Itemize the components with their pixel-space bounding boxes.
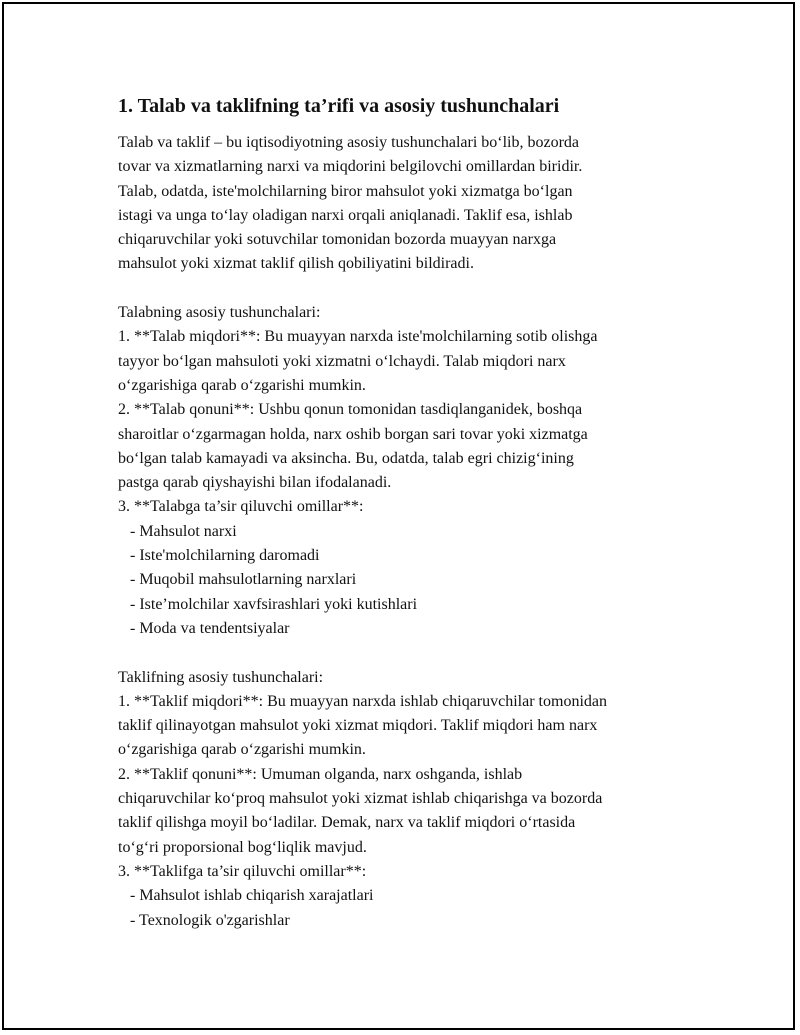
paragraph-gap — [118, 641, 698, 665]
demand-text-line: o‘zgarishiga qarab o‘zgarishi mumkin. — [118, 376, 366, 394]
intro-text-line: mahsulot yoki xizmat taklif qilish qobiliyatini bildiradi. — [118, 255, 474, 273]
supply-text-line: taklif qilinayotgan mahsulot yoki xizmat miqdori. Taklif miqdori ham narx — [118, 717, 598, 735]
demand-text-line: - Iste’molchilar xavfsirashlari yoki kutishlari — [118, 595, 418, 613]
supply-text-line: - Texnologik o'zgarishlar — [118, 911, 290, 929]
supply-text-line: 1. **Taklif miqdori**: Bu muayyan narxda ishlab chiqaruvchilar tomonidan — [118, 692, 607, 710]
document-body — [118, 92, 698, 933]
supply-concepts-section — [118, 666, 698, 933]
demand-text-line: sharoitlar o‘zgarmagan holda, narx oshib borgan sari tovar yoki xizmatga — [118, 425, 588, 443]
demand-text-line: - Mahsulot narxi — [118, 522, 237, 540]
supply-text-line: 3. **Taklifga ta’sir qiluvchi omillar**: — [118, 862, 367, 880]
intro-text-line: Talab va taklif – bu iqtisodiyotning asosiy tushunchalari bo‘lib, bozorda — [118, 134, 580, 151]
intro-text-line: istagi va unga to‘lay oladigan narxi orqali aniqlanadi. Taklif esa, ishlab — [118, 206, 573, 224]
supply-text-line: o‘zgarishiga qarab o‘zgarishi mumkin. — [118, 741, 366, 759]
demand-concepts-section — [118, 301, 698, 641]
demand-text-line: 2. **Talab qonuni**: Ushbu qonun tomonidan tasdiqlanganidek, boshqa — [118, 401, 583, 419]
supply-text-line: chiqaruvchilar ko‘proq mahsulot yoki xizmat ishlab chiqarishga va bozorda — [118, 790, 603, 808]
intro-text-line: Talab, odatda, iste'molchilarning biror mahsulot yoki xizmatga bo‘lgan — [118, 182, 573, 200]
demand-text-line: bo‘lgan talab kamayadi va aksincha. Bu, odatda, talab egri chizig‘ining — [118, 449, 574, 467]
demand-text-line: - Muqobil mahsulotlarning narxlari — [118, 571, 357, 589]
supply-text-line: to‘g‘ri proporsional bog‘liqlik mavjud. — [118, 838, 367, 856]
supply-text-line: 2. **Taklif qonuni**: Umuman olganda, narx oshganda, ishlab — [118, 765, 523, 783]
supply-text-line: - Mahsulot ishlab chiqarish xarajatlari — [118, 887, 374, 905]
demand-text-line: 3. **Talabga ta’sir qiluvchi omillar**: — [118, 498, 364, 516]
demand-text-line: - Moda va tendentsiyalar — [118, 619, 290, 637]
demand-text-line: tayyor bo‘lgan mahsuloti yoki xizmatni o‘lchaydi. Talab miqdori narx — [118, 352, 566, 370]
supply-text-line: Taklifning asosiy tushunchalari: — [118, 668, 324, 686]
intro-text-line: tovar va xizmatlarning narxi va miqdorini belgilovchi omillardan biridir. — [118, 158, 583, 176]
demand-text-line: pastga qarab qiyshayishi bilan ifodalanadi. — [118, 474, 392, 492]
intro-paragraph — [118, 131, 698, 277]
section-heading: 1. Talab va taklifning ta’rifi va asosiy tushunchalari — [118, 95, 560, 117]
demand-text-line: Talabning asosiy tushunchalari: — [118, 304, 321, 322]
demand-text-line: - Iste'molchilarning daromadi — [118, 547, 320, 565]
paragraph-gap — [118, 277, 698, 301]
intro-text-line: chiqaruvchilar yoki sotuvchilar tomonidan bozorda muayyan narxga — [118, 231, 557, 249]
supply-text-line: taklif qilishga moyil bo‘ladilar. Demak, narx va taklif miqdori o‘rtasida — [118, 814, 576, 832]
demand-text-line: 1. **Talab miqdori**: Bu muayyan narxda iste'molchilarning sotib olishga — [118, 328, 598, 346]
